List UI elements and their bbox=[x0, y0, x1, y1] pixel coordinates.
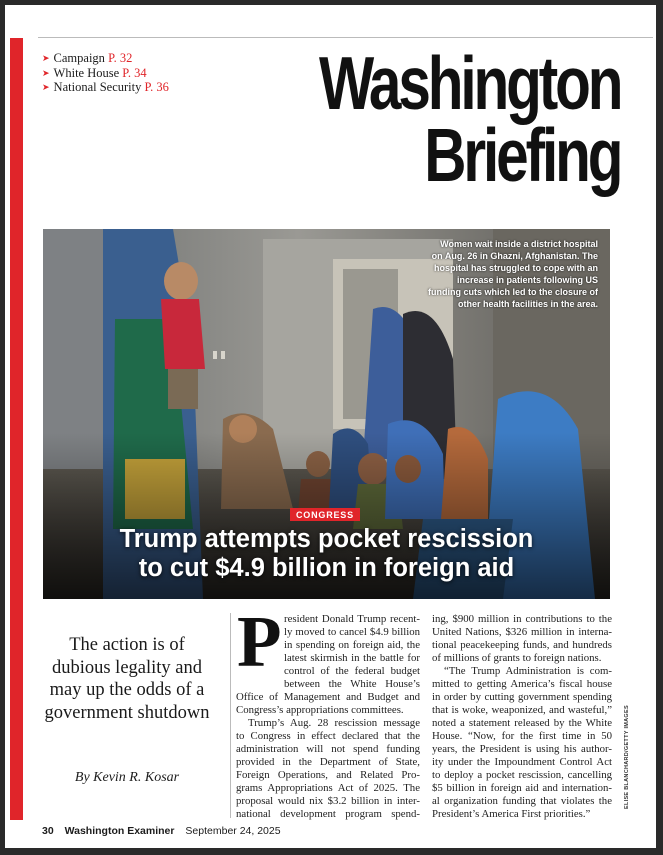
text-line: of millions of grants to foreign nations. bbox=[432, 652, 602, 664]
text-line: Foreign Operations, and Related Pro- bbox=[236, 769, 420, 781]
section-tag: CONGRESS bbox=[290, 508, 360, 521]
text-line: national development program spend- bbox=[236, 808, 420, 820]
section-nav bbox=[42, 51, 169, 95]
text-line: grams Appropriations Act of 2025. The bbox=[236, 782, 420, 794]
text-line: in order by cutting government spending bbox=[432, 691, 612, 703]
text-line: $5 billion in foreign aid and internation- bbox=[432, 782, 612, 794]
text-line: United Nations, $326 million in interna- bbox=[432, 626, 612, 638]
headline: Trump attempts pocket rescission to cut $4.9 billion in foreign aid bbox=[119, 525, 534, 582]
magazine-page bbox=[5, 5, 656, 848]
text-line: mitted to getting America’s fiscal house bbox=[432, 678, 612, 690]
publication-name: Washington Examiner bbox=[64, 825, 175, 837]
text-line: latest skirmish in the battle for bbox=[284, 652, 420, 664]
text-line: al organization funding that violates the bbox=[432, 795, 612, 807]
text-line: to Congress in effect declared that the bbox=[236, 730, 420, 742]
text-line: to deploy a pocket rescission, cancelling bbox=[432, 769, 612, 781]
nav-item-campaign[interactable]: ➤ Campaign P. 32 bbox=[42, 51, 133, 65]
text-line: Trump’s Aug. 28 rescission message bbox=[248, 717, 420, 729]
section-title: Washington Briefing bbox=[318, 41, 620, 197]
section-accent-bar bbox=[10, 38, 23, 820]
text-line: noted a statement released by the White bbox=[432, 717, 612, 729]
arrow-icon: ➤ bbox=[42, 53, 50, 63]
text-line: “The Trump Administration is com- bbox=[444, 665, 612, 677]
text-line: ing, $900 million in contributions to the bbox=[432, 613, 612, 625]
nav-item-national-security[interactable]: ➤ National Security P. 36 bbox=[42, 80, 169, 94]
text-line: proposal would nix $3.2 billion in inter- bbox=[236, 795, 420, 807]
page-footer bbox=[42, 825, 289, 837]
text-line: President’s America First priorities.” bbox=[432, 808, 591, 820]
deck: The action is of dubious legality and may up the odds of a government shutdown bbox=[44, 635, 210, 723]
text-line: between the White House’s bbox=[284, 678, 420, 690]
text-line: administration will not spend funding bbox=[236, 743, 420, 755]
text-line: in spending on foreign aid, the bbox=[284, 639, 420, 651]
photo-credit: ELISE BLANCHARD/GETTY IMAGES bbox=[624, 705, 630, 809]
text-line: Congress’s appropriations committees. bbox=[236, 704, 404, 716]
nav-item-white-house[interactable]: ➤ White House P. 34 bbox=[42, 65, 147, 80]
text-line: ity under the Impoundment Control Act bbox=[432, 756, 612, 768]
top-rule bbox=[38, 37, 653, 38]
text-line: years, the President is using his author- bbox=[432, 743, 612, 755]
page-number: 30 bbox=[42, 825, 54, 837]
text-line: resident Donald Trump recent- bbox=[284, 613, 420, 625]
issue-date: September 24, 2025 bbox=[185, 825, 281, 837]
text-line: tional peacekeeping funds, and hundreds bbox=[432, 639, 612, 651]
byline: By Kevin R. Kosar bbox=[74, 770, 180, 785]
article-column-1 bbox=[236, 613, 420, 821]
arrow-icon: ➤ bbox=[42, 67, 50, 78]
text-line: that is woke, weaponized, and wasteful,” bbox=[432, 704, 612, 716]
photo-caption: Women wait inside a district hospital on Aug. 26 in Ghazni, Afghanistan. The hospital has struggled to cope with an increase in patients following US funding cuts which led to the closure of other health facilities in the area. bbox=[428, 239, 599, 309]
arrow-icon: ➤ bbox=[42, 82, 50, 92]
text-line: provided in the Department of State, bbox=[236, 756, 420, 768]
text-line: House. “Now, for the first time in 50 bbox=[432, 730, 612, 742]
article-column-2 bbox=[432, 613, 612, 821]
column-divider bbox=[230, 613, 231, 818]
text-line: ly moved to cancel $4.9 billion bbox=[284, 626, 420, 638]
drop-cap: P bbox=[237, 601, 282, 682]
text-line: control of the federal budget bbox=[284, 665, 420, 677]
text-line: Office of Management and Budget and bbox=[236, 691, 420, 703]
